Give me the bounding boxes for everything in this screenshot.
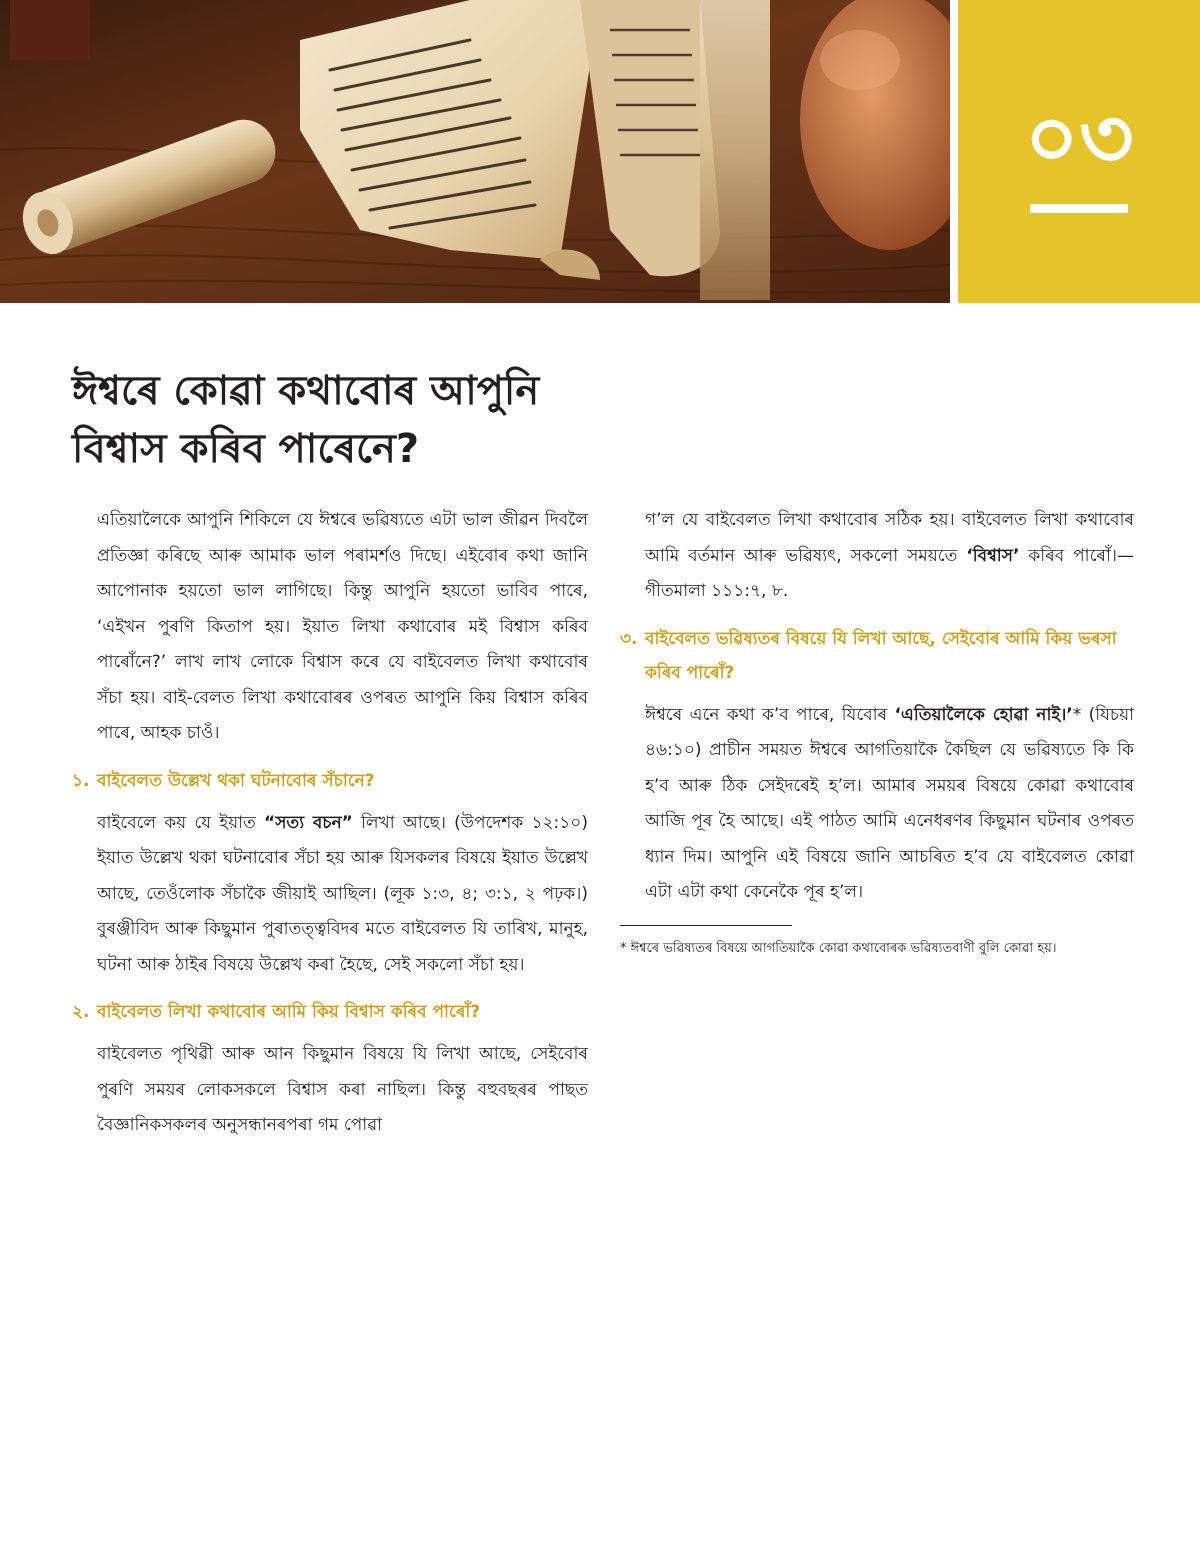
answer-1-text-before: বাইবেলে কয় যে ইয়াত [97, 812, 265, 833]
answer-1-emphasis: “সত্য বচন” [264, 812, 353, 833]
header-image [0, 0, 950, 303]
question-3-number: ৩. [620, 628, 638, 649]
answer-3-text-after: (যিচয়া ৪৬:১০) প্ৰাচীন সময়ত ঈশ্বৰে আগতিয়াকৈ কৈছিল যে ভৱিষ্যতে কি কি হ’ব আৰু ঠিক সেইদৰেই হ’ল। আমাৰ সময়ৰ বিষয়ে কোৱা কথাবোৰ আজি পূৰ হৈ আছে। এই পাঠত আমি এনেধৰণৰ কিছুমান ঘটনাৰ ওপৰত ধ্যান দিম। আপুনি এই বিষয়ে জানি আচৰিত হ’ব যে বাইবেলত কোৱা এটা এটা কথা কেনেকৈ পূৰ হ’ল। [645, 704, 1135, 902]
answer-1-text-after: লিখা আছে। (উপদেশক ১২:১০) ইয়াত উল্লেখ থকা ঘটনাবোৰ সঁচা হয় আৰু যিসকলৰ বিষয়ে ইয়াত উল্লেখ আছে, তেওঁলোক সঁচাকৈ জীয়াই আছিল। (লূক ১:৩, ৪; ৩:১, ২ পঢ়ক।) বুৰঞ্জীবিদ আৰু কিছুমান পুৰাতত্ত্ববিদৰ মতে বাইবেলত যি তাৰিখ, মানুহ, ঘটনা আৰু ঠাইৰ বিষয়ে উল্লেখ কৰা হৈছে, সেই সকলো সঁচা হয়। [97, 812, 588, 975]
lesson-number-block [958, 0, 1200, 303]
answer-3-paragraph [620, 698, 1134, 911]
question-2-number: ২. [72, 1002, 90, 1022]
page-title-line-2: বিশ্বাস কৰিব পাৰেনে? [72, 426, 420, 472]
lesson-number-underline [1030, 204, 1128, 213]
page-title [72, 362, 832, 478]
lesson-number: ০৩ [1024, 89, 1134, 187]
question-1-number: ১. [72, 770, 90, 791]
question-1-text: বাইবেলত উল্লেখ থকা ঘটনাবোৰ সঁচানে? [97, 770, 375, 791]
question-1-heading [72, 764, 588, 798]
footnote-divider [620, 925, 792, 926]
answer-1-paragraph [72, 806, 588, 984]
page-title-line-1: ঈশ্বৰে কোৱা কথাবোৰ আপুনি [72, 368, 540, 414]
footnote: * ঈশ্বৰে ভৱিষ্যতৰ বিষয়ে আগতিয়াকৈ কোৱা কথাবোৰক ভৱিষ্যতবাণী বুলি কোৱা হয়। [620, 940, 1057, 956]
question-2-text: বাইবেলত লিখা কথাবোৰ আমি কিয় বিশ্বাস কৰিব পাৰোঁ? [97, 1002, 481, 1022]
question-2-heading [72, 995, 588, 1029]
answer-2-emphasis: ‘বিশ্বাস’ [966, 545, 1020, 566]
answer-3-text-before: ঈশ্বৰে এনে কথা ক’ব পাৰে, যিবোৰ [645, 704, 895, 725]
scrolls-illustration [0, 0, 950, 303]
footnote-marker: * [1072, 704, 1082, 725]
left-column [72, 503, 588, 1144]
intro-paragraph: এতিয়ালৈকে আপুনি শিকিলে যে ঈশ্বৰে ভৱিষ্যতে এটা ভাল জীৱন দিবলৈ প্ৰতিজ্ঞা কৰিছে আৰু আমাক ভাল পৰামৰ্শও দিছে। এইবোৰ কথা জানি আপোনাক হয়তো ভাল লাগিছে। কিন্তু আপুনি হয়তো ভাবিব পাৰে, ‘এইখন পুৰণি কিতাপ হয়। ইয়াত লিখা কথাবোৰ মই বিশ্বাস কৰিব পাৰোঁনে?’ লাখ লাখ লোকে বিশ্বাস কৰে যে বাইবেলত লিখা কথাবোৰ সঁচা হয়। বাই-বেলত লিখা কথাবোৰৰ ওপৰত আপুনি কিয় বিশ্বাস কৰিব পাৰে, আহক চাওঁ। [97, 510, 588, 743]
answer-2-paragraph-left: বাইবেলত পৃথিৱী আৰু আন কিছুমান বিষয়ে যি লিখা আছে, সেইবোৰ পুৰণি সময়ৰ লোকসকলে বিশ্বাস কৰা নাছিল। কিন্তু বহুবছৰৰ পাছত বৈজ্ঞানিকসকলৰ অনুসন্ধানৰপৰা গম পোৱা [97, 1044, 588, 1135]
right-column [620, 503, 1134, 960]
question-3-heading [620, 622, 1134, 690]
question-3-text: বাইবেলত ভৱিষ্যতৰ বিষয়ে যি লিখা আছে, সেইবোৰ আমি কিয় ভৰসা কৰিব পাৰোঁ? [645, 628, 1117, 683]
answer-3-emphasis: ‘এতিয়ালৈকে হোৱা নাই।’ [894, 704, 1073, 725]
answer-2-text-before: গ’ল যে বাইবেলত লিখা কথাবোৰ সঠিক হয়। বাইবেলত লিখা কথাবোৰ আমি বৰ্তমান আৰু ভৱিষ্যৎ, সকলো সময়তে [645, 510, 1134, 566]
answer-2-paragraph-right [620, 503, 1134, 610]
answer-2-text-after: কৰিব পাৰোঁ।—গীতমালা ১১১:৭, ৮. [645, 545, 1134, 601]
